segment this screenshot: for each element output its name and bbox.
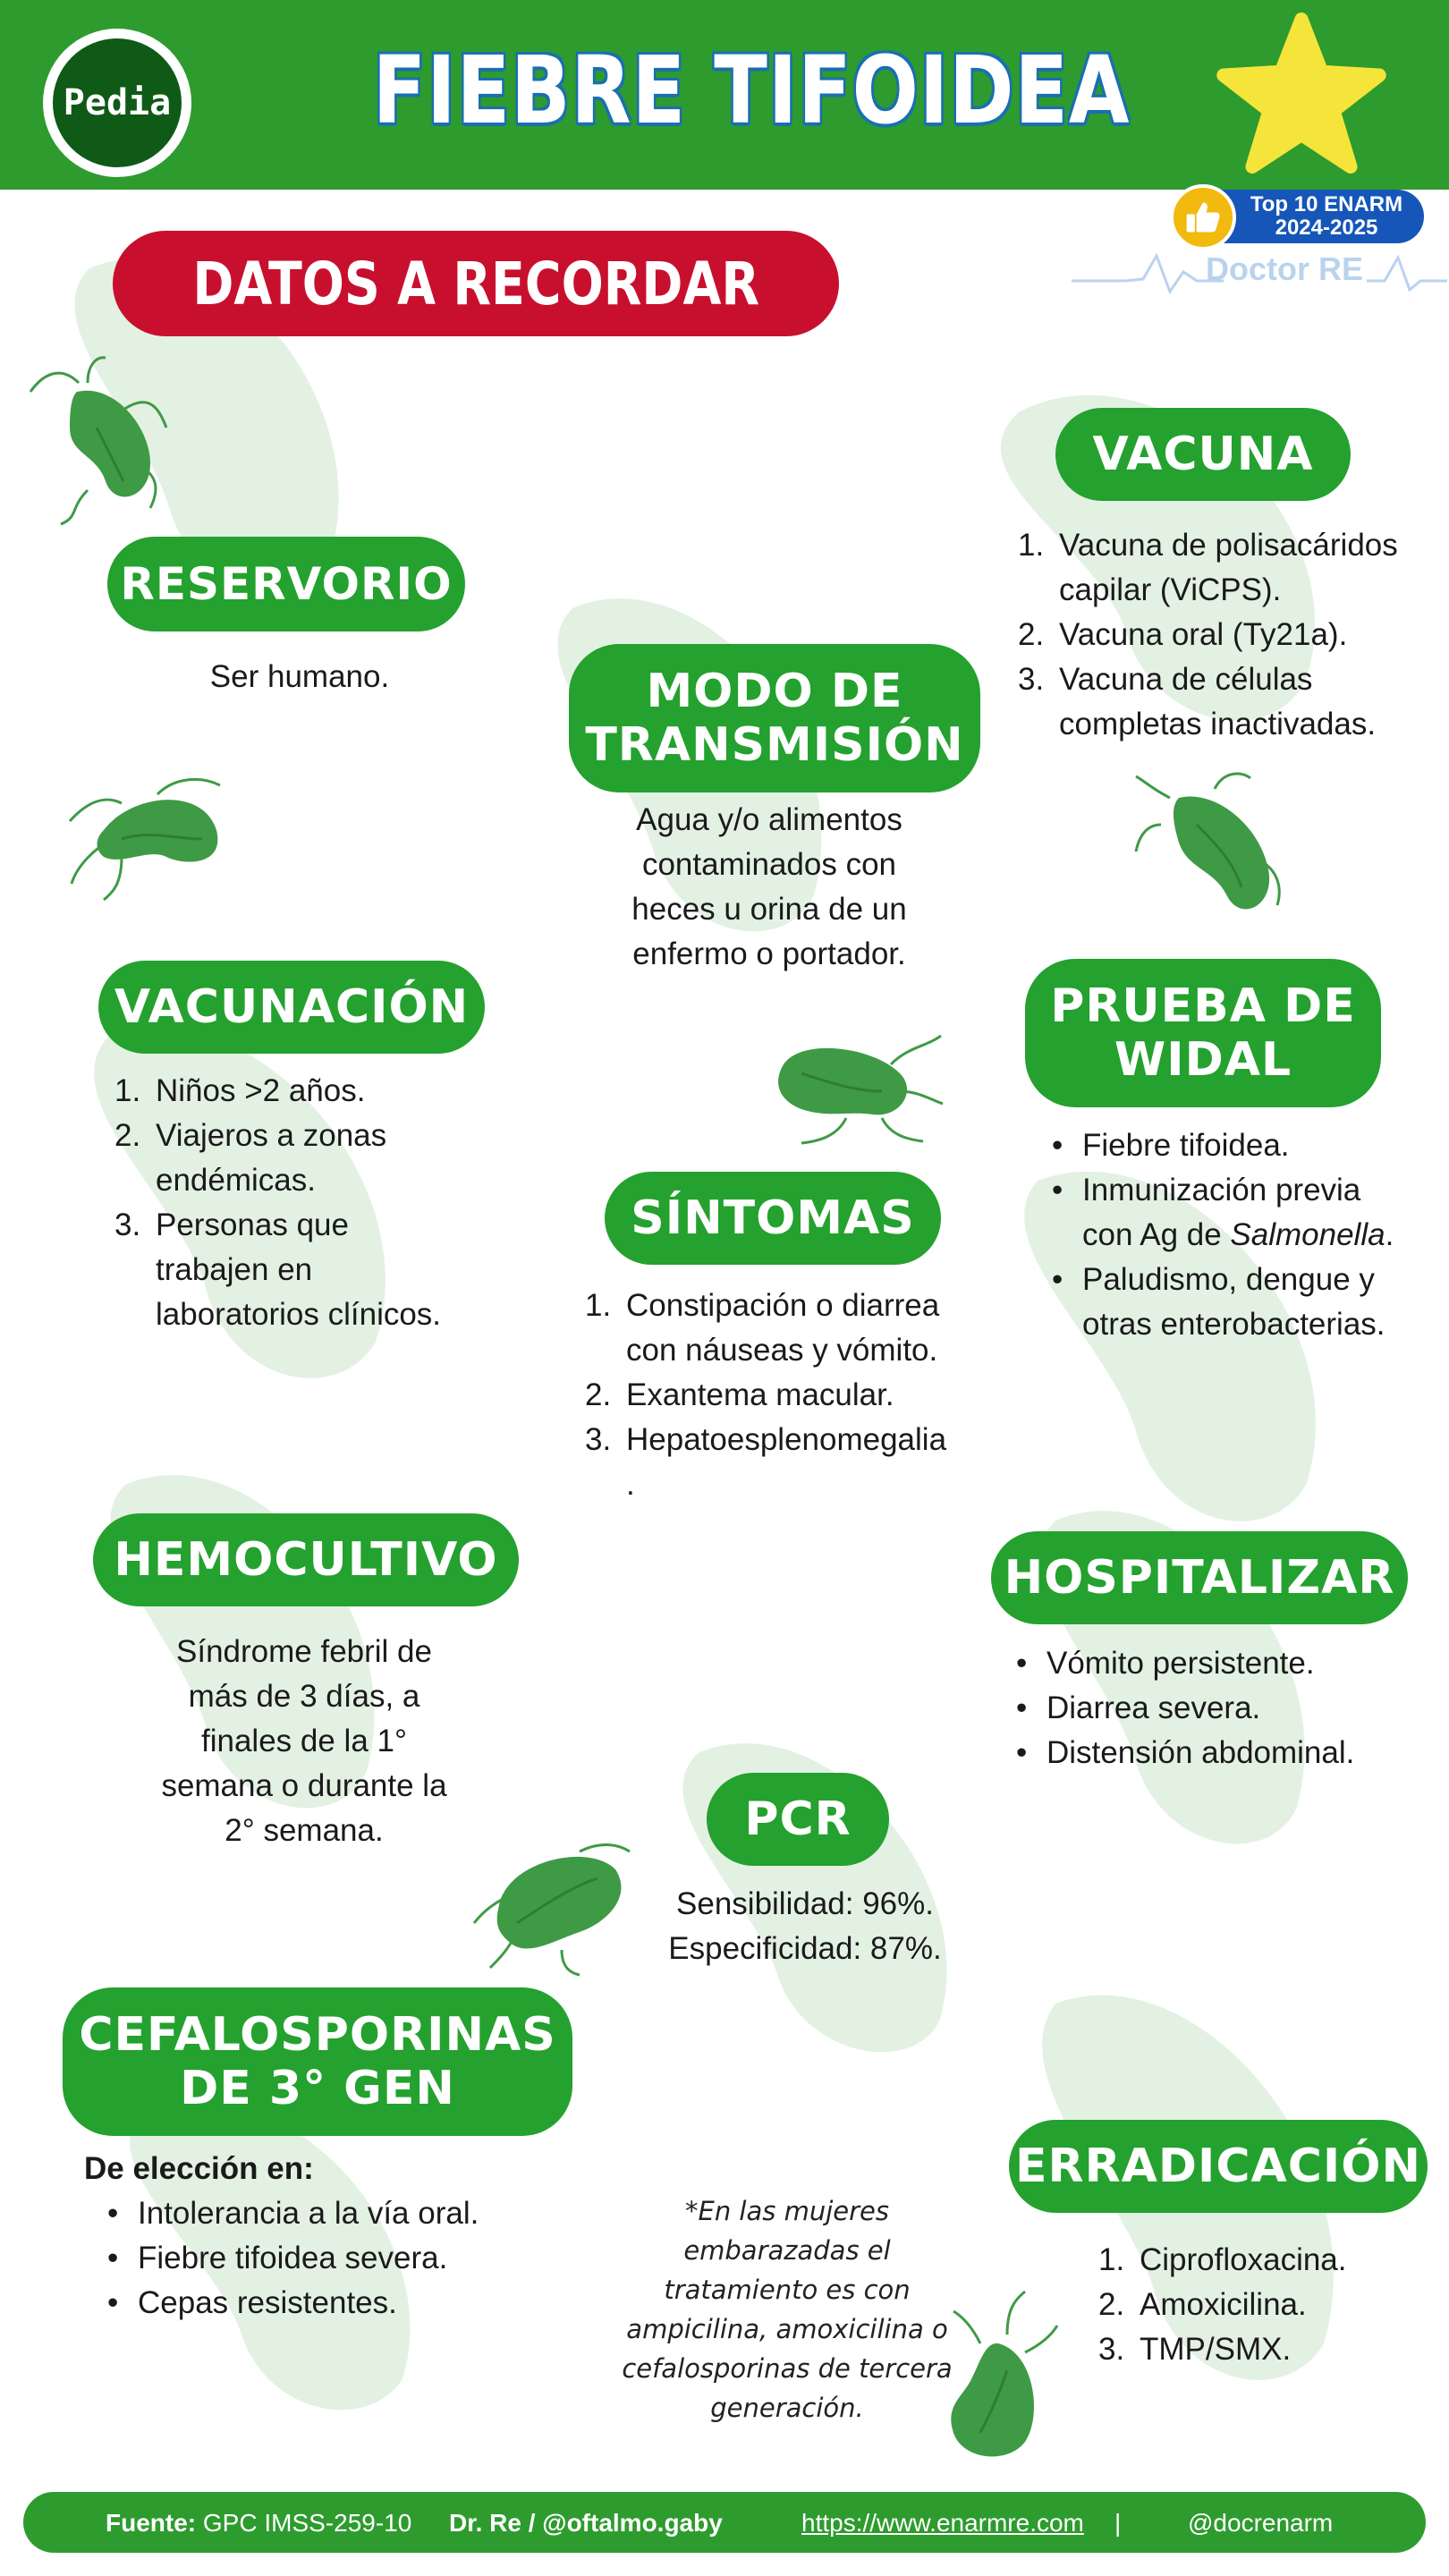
text-line: 2° semana. — [225, 1813, 384, 1848]
item-text: Viajeros a zonas — [156, 1118, 387, 1153]
item-text: Hepatoesplenomegalia — [626, 1422, 947, 1457]
source-label: Fuente: — [106, 2509, 197, 2537]
hospitalizar-title: HOSPITALIZAR — [1004, 1551, 1395, 1605]
list-item — [585, 1418, 996, 1507]
hemocultivo-title: HEMOCULTIVO — [114, 1533, 498, 1587]
vacuna-list — [1018, 523, 1438, 747]
list-item — [102, 2236, 603, 2281]
note-line: ampicilina, amoxicilina o — [626, 2314, 948, 2344]
badge-pill — [1206, 190, 1424, 243]
star-icon — [1216, 13, 1386, 174]
list-item — [1098, 2283, 1438, 2327]
vacuna-heading — [1055, 408, 1351, 501]
erradicacion-heading — [1009, 2120, 1428, 2213]
vacunacion-list — [114, 1069, 499, 1337]
hospitalizar-list — [1011, 1641, 1431, 1775]
item-text: completas inactivadas. — [1059, 707, 1377, 741]
text-line: enfermo o portador. — [632, 936, 906, 971]
vacunacion-heading — [98, 961, 485, 1054]
cefalosporinas-heading — [63, 1987, 572, 2136]
hemocultivo-text — [125, 1630, 483, 1853]
item-text: capilar (ViCPS). — [1059, 572, 1282, 607]
footer-source — [106, 2509, 411, 2538]
note-line: cefalosporinas de tercera — [622, 2353, 953, 2384]
item-number: 1. — [114, 1073, 141, 1108]
list-item — [102, 2191, 603, 2236]
bullet: • — [1016, 1690, 1028, 1725]
list-item — [114, 1203, 499, 1337]
reservorio-heading — [107, 537, 465, 631]
item-text: Vacuna de polisacáridos — [1059, 528, 1398, 563]
item-number: 2. — [585, 1377, 612, 1412]
vacuna-title: VACUNA — [1092, 428, 1314, 481]
bacteria-icon — [472, 1834, 633, 1977]
item-text: trabajen en — [156, 1252, 313, 1287]
bacteria-icon — [68, 767, 229, 902]
page-title: FIEBRE TIFOIDEA — [372, 36, 1131, 145]
list-item — [1018, 523, 1438, 613]
item-number: 3. — [1018, 662, 1045, 697]
cefalosporinas-title-line2: DE 3° GEN — [180, 2062, 455, 2115]
source-value: GPC IMSS-259-10 — [202, 2509, 412, 2537]
pregnancy-note — [590, 2191, 984, 2428]
bacteria-icon — [766, 1029, 945, 1145]
item-number: 1. — [585, 1288, 612, 1323]
logo-text: Pedia — [63, 82, 172, 123]
widal-title-line1: PRUEBA DE — [1050, 979, 1356, 1033]
item-text: Fiebre tifoidea. — [1082, 1128, 1290, 1163]
bullet: • — [1052, 1262, 1063, 1297]
bullet: • — [1052, 1128, 1063, 1163]
reservorio-text: Ser humano. — [209, 659, 390, 694]
pcr-title: PCR — [744, 1792, 852, 1846]
list-item — [1011, 1686, 1431, 1731]
footer-bar — [23, 2492, 1426, 2553]
cefalosporinas-title-line1: CEFALOSPORINAS — [79, 2008, 556, 2062]
pcr-heading — [707, 1773, 889, 1866]
list-item — [102, 2281, 603, 2326]
item-number: 2. — [114, 1118, 141, 1153]
footer-url-link[interactable]: https://www.enarmre.com — [801, 2509, 1084, 2537]
text-line: Especificidad: 87%. — [668, 1931, 942, 1966]
pcr-text — [626, 1882, 984, 1971]
list-item — [114, 1114, 499, 1203]
text-line: Sensibilidad: 96%. — [676, 1886, 934, 1921]
cefalosporinas-list — [102, 2191, 603, 2326]
sintomas-title: SÍNTOMAS — [631, 1191, 915, 1245]
item-text-part: . — [1385, 1217, 1394, 1252]
item-number: 2. — [1098, 2287, 1125, 2322]
doctor-re-brand — [1072, 245, 1447, 299]
note-line: embarazadas el — [683, 2235, 891, 2266]
note-line: generación. — [710, 2393, 864, 2423]
note-line: tratamiento es con — [664, 2275, 911, 2305]
badge-line1: Top 10 ENARM — [1250, 192, 1403, 216]
item-text: Amoxicilina. — [1140, 2287, 1307, 2322]
list-item — [1046, 1123, 1449, 1168]
list-item — [585, 1284, 996, 1373]
sintomas-heading — [605, 1172, 941, 1265]
text-line: Síndrome febril de — [176, 1634, 432, 1669]
item-text: Vacuna oral (Ty21a). — [1059, 617, 1348, 652]
banner-text: DATOS A RECORDAR — [192, 249, 759, 318]
text-line: más de 3 días, a — [188, 1679, 420, 1714]
item-text: otras enterobacterias. — [1082, 1307, 1385, 1342]
item-text: Constipación o diarrea — [626, 1288, 940, 1323]
item-text: Intolerancia a la vía oral. — [138, 2196, 479, 2231]
badge-line2: 2024-2025 — [1275, 216, 1378, 240]
reservorio-title: RESERVORIO — [120, 558, 453, 610]
bullet: • — [107, 2285, 119, 2320]
item-text: laboratorios clínicos. — [156, 1297, 442, 1332]
item-text: Diarrea severa. — [1046, 1690, 1261, 1725]
transmision-title-line2: TRANSMISIÓN — [585, 718, 964, 772]
item-text: Paludismo, dengue y — [1082, 1262, 1375, 1297]
widal-title-line2: WIDAL — [1114, 1033, 1292, 1087]
widal-list — [1046, 1123, 1449, 1347]
text-line: Agua y/o alimentos — [636, 802, 902, 837]
bacteria-icon — [1134, 771, 1286, 923]
top10-badge — [1170, 190, 1449, 297]
list-item — [1098, 2327, 1438, 2372]
item-number: 3. — [114, 1208, 141, 1242]
transmision-text — [555, 798, 984, 977]
list-item — [1046, 1258, 1449, 1347]
item-text: Distensión abdominal. — [1046, 1735, 1355, 1770]
text-line: semana o durante la — [161, 1768, 447, 1803]
text-line: contaminados con — [641, 847, 897, 882]
footer-author: Dr. Re / @oftalmo.gaby — [449, 2509, 723, 2537]
list-item — [114, 1069, 499, 1114]
bacteria-icon — [25, 356, 168, 526]
bullet: • — [1016, 1735, 1028, 1770]
list-item — [1046, 1168, 1449, 1258]
item-text-part: con Ag de — [1082, 1217, 1231, 1252]
item-text: Vacuna de células — [1059, 662, 1313, 697]
item-text: Inmunización previa — [1082, 1173, 1361, 1208]
item-text: Cepas resistentes. — [138, 2285, 397, 2320]
item-number: 3. — [585, 1422, 612, 1457]
item-text: Exantema macular. — [626, 1377, 894, 1412]
bullet: • — [107, 2241, 119, 2275]
text-line: heces u orina de un — [631, 892, 907, 927]
item-text: endémicas. — [156, 1163, 316, 1198]
item-text: Personas que — [156, 1208, 349, 1242]
vacunacion-title: VACUNACIÓN — [114, 980, 470, 1034]
item-text: . — [626, 1467, 635, 1502]
sintomas-list — [585, 1284, 996, 1507]
item-text: TMP/SMX. — [1140, 2332, 1292, 2367]
pedia-logo — [43, 29, 191, 177]
item-text: Fiebre tifoidea severa. — [138, 2241, 448, 2275]
bullet: • — [107, 2196, 119, 2231]
item-number: 2. — [1018, 617, 1045, 652]
hospitalizar-heading — [991, 1531, 1408, 1624]
erradicacion-list — [1098, 2238, 1438, 2372]
list-item — [1011, 1641, 1431, 1686]
list-item — [1011, 1731, 1431, 1775]
item-text-italic: Salmonella — [1230, 1217, 1385, 1252]
item-text: con náuseas y vómito. — [626, 1333, 938, 1368]
footer-separator: | — [1114, 2509, 1122, 2537]
cefalosporinas-intro: De elección en: — [84, 2151, 314, 2186]
item-text: Vómito persistente. — [1046, 1646, 1315, 1681]
bullet: • — [1052, 1173, 1063, 1208]
thumbs-up-icon — [1170, 184, 1236, 250]
item-number: 3. — [1098, 2332, 1125, 2367]
bullet: • — [1016, 1646, 1028, 1681]
widal-heading — [1025, 959, 1381, 1107]
list-item — [585, 1373, 996, 1418]
footer-handle: @docrenarm — [1188, 2509, 1334, 2537]
item-number: 1. — [1098, 2242, 1125, 2277]
brand-text: Doctor RE — [1206, 250, 1364, 287]
datos-banner — [113, 231, 839, 336]
item-text: Ciprofloxacina. — [1140, 2242, 1347, 2277]
hemocultivo-heading — [93, 1513, 519, 1606]
note-line: *En las mujeres — [685, 2196, 889, 2226]
footer-url-wrap — [801, 2509, 1084, 2538]
transmision-title-line1: MODO DE — [646, 665, 903, 718]
item-number: 1. — [1018, 528, 1045, 563]
text-line: finales de la 1° — [201, 1724, 407, 1758]
item-text — [1082, 1213, 1449, 1258]
item-text: Niños >2 años. — [156, 1073, 366, 1108]
list-item — [1018, 657, 1438, 747]
list-item — [1098, 2238, 1438, 2283]
erradicacion-title: ERRADICACIÓN — [1015, 2140, 1421, 2193]
transmision-heading — [569, 644, 980, 792]
list-item — [1018, 613, 1438, 657]
